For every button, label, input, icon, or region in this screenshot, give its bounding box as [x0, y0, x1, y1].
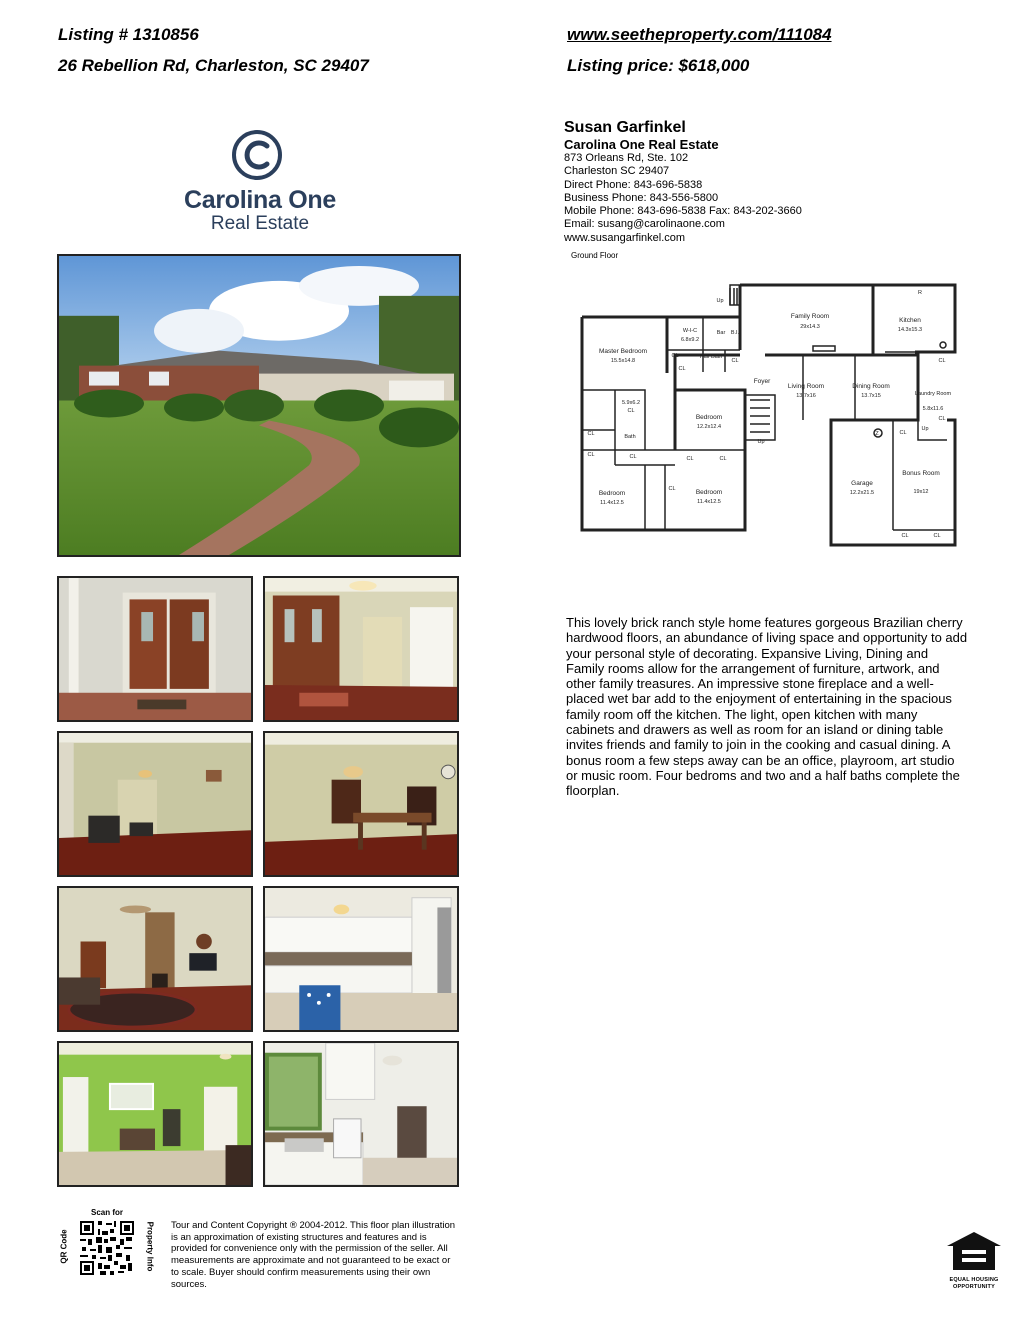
qr-code-block[interactable]: [59, 1208, 155, 1284]
qr-top-label: Scan for: [90, 1208, 123, 1217]
equal-housing-logo: [944, 1230, 1004, 1292]
fp-bedroom-mid: Bedroom: [695, 414, 723, 421]
agent-mobile-fax: Mobile Phone: 843-696-5838 Fax: 843-202-3660: [564, 205, 802, 218]
exterior-photo[interactable]: [57, 254, 461, 557]
svg-text:CL: CL: [719, 456, 727, 462]
equal-housing-line1: EQUAL HOUSING: [949, 1277, 999, 1283]
laundry-room-photo[interactable]: [263, 1041, 459, 1187]
agent-email[interactable]: Email: susang@carolinaone.com: [564, 218, 725, 231]
svg-text:13.7x16: 13.7x16: [796, 393, 816, 399]
kitchen-photo[interactable]: [263, 886, 459, 1032]
fp-bedroom-s: Bedroom: [695, 489, 723, 496]
svg-text:CL: CL: [938, 358, 946, 364]
copyright-disclaimer: Tour and Content Copyright ® 2004-2012. This floor plan illustration is an approximation of existing structures and features and is provided for convenience only with the permission of the seller. All measurements are approximate and not guaranteed to be exact or to scale. Buyer should confirm measurements using their own sources.: [171, 1220, 456, 1290]
logo-line2: Real Estate: [210, 213, 310, 234]
fp-laundry: Laundry Room: [914, 391, 952, 397]
fp-living: Living Room: [787, 383, 825, 390]
floor-plan: [575, 280, 965, 550]
svg-text:Z: Z: [875, 431, 879, 437]
svg-text:CL: CL: [731, 358, 739, 364]
fp-bedroom-sw: Bedroom: [598, 490, 626, 497]
svg-text:12.2x21.5: 12.2x21.5: [849, 490, 875, 496]
svg-text:CL: CL: [901, 533, 909, 539]
property-address: 26 Rebellion Rd, Charleston, SC 29407: [58, 56, 369, 75]
floorplan-labels: [587, 290, 951, 539]
company-logo: [160, 126, 360, 236]
listing-number: Listing # 1310856: [58, 25, 199, 44]
agent-direct-phone: Direct Phone: 843-696-5838: [564, 178, 703, 191]
fp-bath: Bath: [624, 434, 636, 440]
fp-half-bath: Half Bath: [699, 354, 723, 360]
front-door-photo[interactable]: [57, 576, 253, 722]
fp-kitchen: Kitchen: [899, 317, 921, 324]
agent-company: Carolina One Real Estate: [564, 137, 719, 152]
svg-text:15.5x14.8: 15.5x14.8: [610, 358, 636, 364]
agent-name: Susan Garfinkel: [564, 119, 686, 136]
bonus-room-photo[interactable]: [57, 1041, 253, 1187]
property-description: This lovely brick ranch style home features gorgeous Brazilian cherry hardwood floors, an abundance of living space and opportunity to add your personal style of decorating. Expansive Living, Dining and Family rooms allow for the arrangement of furniture, artwork, and other family treasures. An impressive stone fireplace and a well-placed wet bar add to the enjoyment of entertaining in the spacious family room off the kitchen. The light, open kitchen with many cabinets and drawers as well as room for an island or dining table invites friends and family to join in the cooking and casual dining. A bonus room a few steps away can be an office, playroom, art studio or music room. Four bedroms and two and a half baths complete the floorplan.: [566, 615, 968, 799]
svg-text:19x12: 19x12: [913, 489, 929, 495]
agent-website[interactable]: www.susangarfinkel.com: [564, 231, 686, 244]
dining-room-photo[interactable]: [263, 731, 459, 877]
svg-text:5.8x11.6: 5.8x11.6: [922, 406, 944, 412]
fp-master: Master Bedroom: [598, 348, 648, 355]
svg-text:6.8x9.2: 6.8x9.2: [680, 337, 700, 343]
svg-text:29x14.3: 29x14.3: [800, 324, 820, 330]
logo-line1: Carolina One: [184, 186, 336, 214]
svg-text:CL: CL: [587, 452, 595, 458]
qr-left-label: QR Code: [59, 1229, 69, 1264]
fp-bonus: Bonus Room: [902, 470, 940, 477]
equal-housing-line2: OPPORTUNITY: [953, 1283, 995, 1290]
fp-wic: W-I-C: [682, 328, 698, 334]
svg-text:Up: Up: [716, 298, 724, 304]
agent-address2: Charleston SC 29407: [564, 165, 670, 178]
svg-text:CL: CL: [629, 454, 637, 460]
property-website-link[interactable]: www.seetheproperty.com/111084: [567, 25, 832, 44]
living-room-photo[interactable]: [57, 731, 253, 877]
fp-foyer: Foyer: [753, 378, 771, 385]
fp-garage: Garage: [851, 480, 873, 487]
svg-text:R: R: [918, 290, 922, 296]
fp-dining: Dining Room: [852, 383, 890, 390]
svg-text:14.3x15.3: 14.3x15.3: [897, 327, 923, 333]
foyer-photo[interactable]: [263, 576, 459, 722]
listing-price: Listing price: $618,000: [567, 56, 750, 75]
svg-text:11.4x12.5: 11.4x12.5: [697, 499, 721, 505]
agent-info: [564, 119, 984, 245]
svg-text:CL: CL: [678, 366, 686, 372]
fp-family-room: Family Room: [790, 313, 830, 320]
agent-business-phone: Business Phone: 843-556-5800: [564, 191, 719, 204]
svg-text:13.7x15: 13.7x15: [861, 393, 881, 399]
fp-small-closet: 5.9x6.2: [621, 400, 641, 406]
svg-text:CL: CL: [627, 408, 635, 414]
svg-text:CL: CL: [686, 456, 694, 462]
family-room-photo[interactable]: [57, 886, 253, 1032]
svg-text:Up: Up: [757, 439, 765, 445]
svg-text:Up: Up: [921, 426, 929, 432]
svg-text:CL: CL: [668, 486, 676, 492]
svg-text:CL: CL: [938, 416, 946, 422]
svg-text:CL: CL: [671, 353, 679, 359]
fp-bi: B.I.: [730, 330, 740, 336]
agent-address1: 873 Orleans Rd, Ste. 102: [564, 152, 689, 164]
svg-text:12.2x12.4: 12.2x12.4: [696, 424, 722, 430]
qr-right-label: Property Info: [145, 1221, 155, 1272]
svg-text:11.4x12.5: 11.4x12.5: [600, 500, 624, 506]
fp-bar: Bar: [716, 330, 726, 336]
equal-housing-house-icon: [944, 1230, 1004, 1272]
floorplan-title: Ground Floor: [571, 251, 619, 260]
svg-text:CL: CL: [587, 431, 595, 437]
qr-code-icon: [78, 1219, 136, 1277]
svg-text:CL: CL: [899, 430, 907, 436]
svg-text:CL: CL: [933, 533, 941, 539]
